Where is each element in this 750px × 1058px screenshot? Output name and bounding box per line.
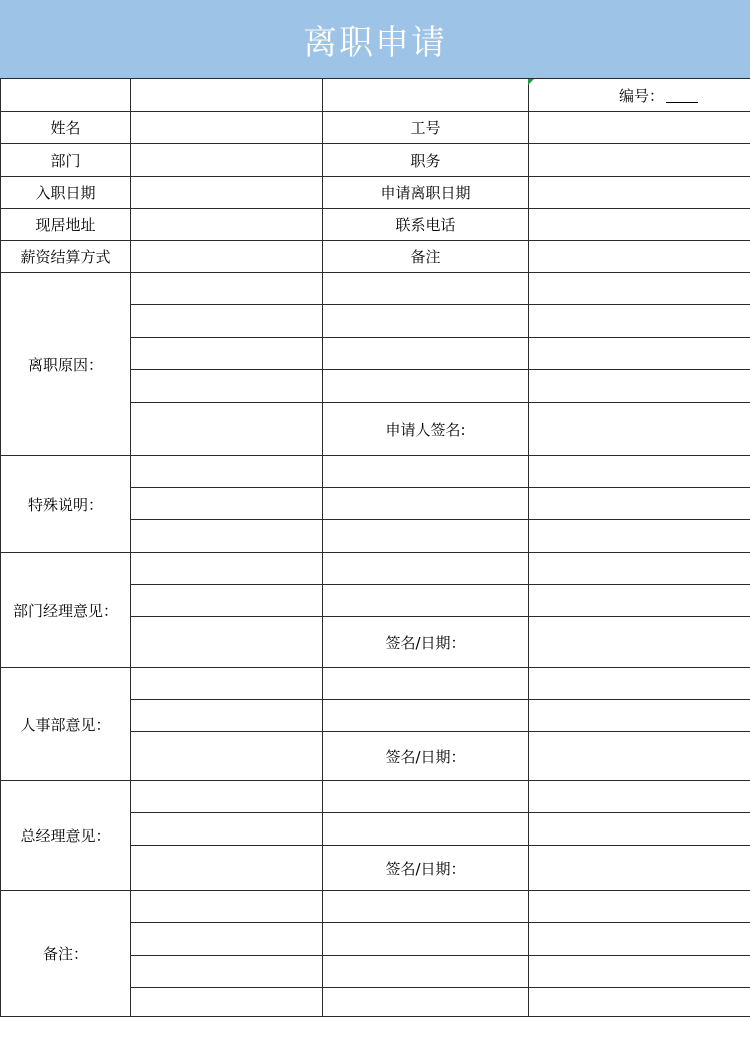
input-cell[interactable] bbox=[528, 240, 750, 273]
hr-sign-label: 签名/日期： bbox=[322, 731, 529, 781]
input-cell[interactable] bbox=[322, 337, 529, 370]
input-cell[interactable] bbox=[528, 552, 750, 585]
input-cell[interactable] bbox=[528, 731, 750, 781]
input-cell[interactable] bbox=[322, 922, 529, 956]
input-cell[interactable] bbox=[322, 584, 529, 617]
input-cell[interactable] bbox=[130, 487, 323, 520]
input-cell[interactable] bbox=[528, 519, 750, 553]
blank-cell bbox=[322, 78, 529, 112]
input-cell[interactable] bbox=[528, 487, 750, 520]
input-cell[interactable] bbox=[130, 616, 323, 668]
input-cell[interactable] bbox=[130, 304, 323, 338]
input-cell[interactable] bbox=[130, 369, 323, 403]
input-cell[interactable] bbox=[528, 890, 750, 923]
input-cell[interactable] bbox=[130, 731, 323, 781]
remarks-label: 备注 bbox=[322, 240, 529, 273]
input-cell[interactable] bbox=[528, 955, 750, 988]
input-cell[interactable] bbox=[322, 667, 529, 700]
cell-indicator-icon bbox=[528, 79, 534, 85]
input-cell[interactable] bbox=[528, 780, 750, 813]
input-cell[interactable] bbox=[130, 667, 323, 700]
input-cell[interactable] bbox=[322, 987, 529, 1017]
input-cell[interactable] bbox=[130, 402, 323, 456]
gm-label: 总经理意见： bbox=[0, 780, 131, 891]
input-cell[interactable] bbox=[130, 584, 323, 617]
reason-label: 离职原因： bbox=[0, 272, 131, 456]
input-cell[interactable] bbox=[528, 812, 750, 846]
input-cell[interactable] bbox=[130, 455, 323, 488]
input-cell[interactable] bbox=[322, 369, 529, 403]
input-cell[interactable] bbox=[130, 143, 323, 177]
input-cell[interactable] bbox=[528, 176, 750, 209]
input-cell[interactable] bbox=[528, 584, 750, 617]
input-cell[interactable] bbox=[528, 455, 750, 488]
hire-date-label: 入职日期 bbox=[0, 176, 131, 209]
input-cell[interactable] bbox=[322, 812, 529, 846]
dept-manager-sign-label: 签名/日期： bbox=[322, 616, 529, 668]
input-cell[interactable] bbox=[528, 987, 750, 1017]
input-cell[interactable] bbox=[130, 922, 323, 956]
input-cell[interactable] bbox=[528, 845, 750, 891]
gm-sign-label: 签名/日期： bbox=[322, 845, 529, 891]
address-label: 现居地址 bbox=[0, 208, 131, 241]
input-cell[interactable] bbox=[130, 845, 323, 891]
input-cell[interactable] bbox=[130, 987, 323, 1017]
input-cell[interactable] bbox=[528, 143, 750, 177]
position-label: 职务 bbox=[322, 143, 529, 177]
input-cell[interactable] bbox=[130, 552, 323, 585]
department-label: 部门 bbox=[0, 143, 131, 177]
phone-label: 联系电话 bbox=[322, 208, 529, 241]
input-cell[interactable] bbox=[322, 890, 529, 923]
input-cell[interactable] bbox=[322, 487, 529, 520]
input-cell[interactable] bbox=[528, 616, 750, 668]
input-cell[interactable] bbox=[322, 955, 529, 988]
resign-date-label: 申请离职日期 bbox=[322, 176, 529, 209]
blank-cell bbox=[130, 78, 323, 112]
input-cell[interactable] bbox=[528, 699, 750, 732]
serial-number-label: 编号： bbox=[618, 86, 664, 105]
input-cell[interactable] bbox=[130, 890, 323, 923]
input-cell[interactable] bbox=[528, 304, 750, 338]
input-cell[interactable] bbox=[528, 369, 750, 403]
input-cell[interactable] bbox=[322, 304, 529, 338]
input-cell[interactable] bbox=[130, 699, 323, 732]
employee-id-label: 工号 bbox=[322, 111, 529, 144]
serial-number-cell bbox=[528, 78, 750, 112]
hr-label: 人事部意见： bbox=[0, 667, 131, 781]
input-cell[interactable] bbox=[130, 955, 323, 988]
input-cell[interactable] bbox=[130, 519, 323, 553]
special-notes-label: 特殊说明： bbox=[0, 455, 131, 553]
input-cell[interactable] bbox=[130, 208, 323, 241]
input-cell[interactable] bbox=[130, 176, 323, 209]
input-cell[interactable] bbox=[528, 272, 750, 305]
input-cell[interactable] bbox=[528, 208, 750, 241]
remarks-section-label: 备注： bbox=[0, 890, 131, 1017]
input-cell[interactable] bbox=[322, 519, 529, 553]
dept-manager-label: 部门经理意见： bbox=[0, 552, 131, 668]
input-cell[interactable] bbox=[322, 455, 529, 488]
salary-method-label: 薪资结算方式 bbox=[0, 240, 131, 273]
serial-number-blank[interactable] bbox=[666, 88, 698, 103]
input-cell[interactable] bbox=[130, 812, 323, 846]
input-cell[interactable] bbox=[130, 272, 323, 305]
input-cell[interactable] bbox=[130, 111, 323, 144]
input-cell[interactable] bbox=[528, 922, 750, 956]
input-cell[interactable] bbox=[528, 337, 750, 370]
input-cell[interactable] bbox=[322, 272, 529, 305]
blank-cell bbox=[0, 78, 131, 112]
input-cell[interactable] bbox=[322, 552, 529, 585]
title-banner bbox=[0, 0, 750, 78]
input-cell[interactable] bbox=[528, 402, 750, 456]
applicant-signature-label: 申请人签名: bbox=[322, 402, 529, 456]
input-cell[interactable] bbox=[130, 337, 323, 370]
input-cell[interactable] bbox=[528, 111, 750, 144]
input-cell[interactable] bbox=[130, 240, 323, 273]
input-cell[interactable] bbox=[322, 699, 529, 732]
input-cell[interactable] bbox=[130, 780, 323, 813]
input-cell[interactable] bbox=[322, 780, 529, 813]
input-cell[interactable] bbox=[528, 667, 750, 700]
form-title: 离职申请 bbox=[303, 22, 447, 63]
name-label: 姓名 bbox=[0, 111, 131, 144]
